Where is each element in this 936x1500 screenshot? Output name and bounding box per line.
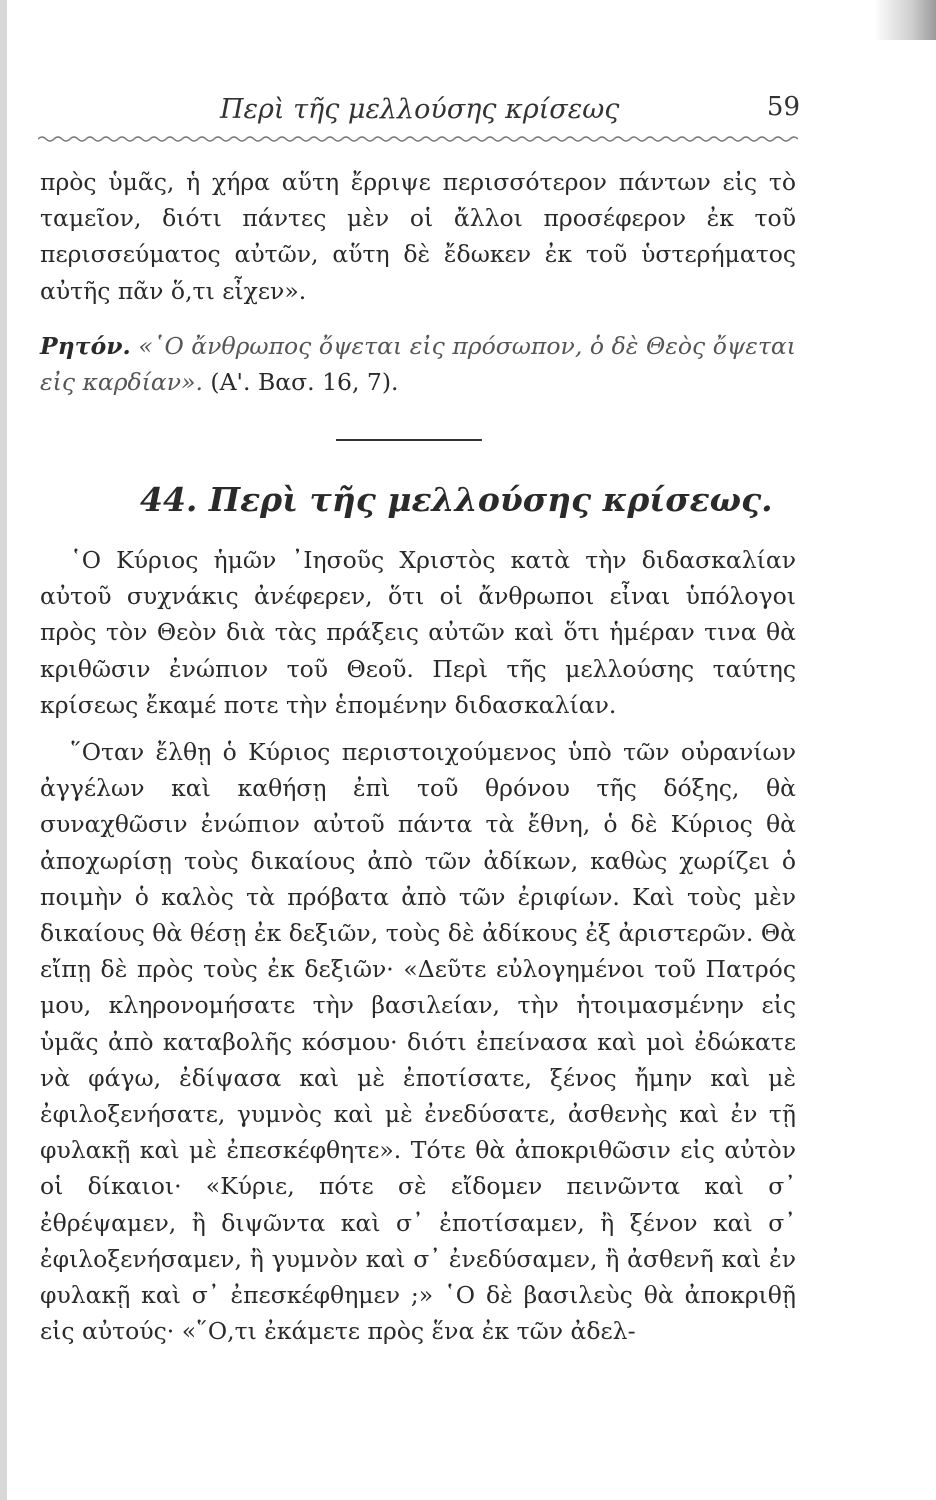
page-corner-shadow xyxy=(874,0,936,40)
section-paragraph-1: ῾Ο Κύριος ἡμῶν ᾿Ιησοῦς Χριστὸς κατὰ τὴν διδασκαλίαν αὐτοῦ συχνάκις ἀνέφερεν, ὅτι οἱ ἄνθρωποι εἶναι ὑπόλογοι πρὸς τὸν Θεὸν διὰ τὰς πράξεις αὐτῶν καὶ ὅτι ἡμέραν τινα θὰ κριθῶσιν ἐνώπιον τοῦ Θεοῦ. Περὶ τῆς μελλούσης ταύτης κρίσεως ἔκαμέ ποτε τὴν ἑπομένην διδασκαλίαν. xyxy=(40,546,796,719)
quote-label: Ρητόν. xyxy=(40,332,131,360)
page-binding-edge xyxy=(0,0,7,1500)
page-number: 59 xyxy=(766,92,800,122)
section-heading: 44. Περὶ τῆς μελλούσης κρίσεως. xyxy=(140,480,773,519)
section-divider xyxy=(336,439,482,441)
quote-text: «῾Ο ἄνθρωπος ὄψεται εἰς πρόσωπον, ὁ δὲ Θεὸς ὄψεται εἰς καρδίαν». xyxy=(40,332,796,397)
running-title: Περὶ τῆς μελλούσης κρίσεως xyxy=(220,94,620,125)
quote-reference: (Α'. Βασ. 16, 7). xyxy=(210,368,399,397)
running-head xyxy=(40,88,800,132)
scripture-quote-paragraph xyxy=(40,328,796,400)
paragraph-continued: πρὸς ὑμᾶς, ἡ χήρα αὕτη ἔρριψε περισσότερον πάντων εἰς τὸ ταμεῖον, διότι πάντες μὲν οἱ ἄλλοι προσέφερον ἐκ τοῦ περισσεύματος αὐτῶν, αὕτη δὲ ἔδωκεν ἐκ τοῦ ὑστερήματος αὐτῆς πᾶν ὅ,τι εἶχεν». xyxy=(40,168,796,305)
section-paragraph-2: ῞Οταν ἔλθῃ ὁ Κύριος περιστοιχούμενος ὑπὸ τῶν οὐρανίων ἀγγέλων καὶ καθήσῃ ἐπὶ τοῦ θρόνου τῆς δόξης, θὰ συναχθῶσιν ἐνώπιον αὐτοῦ πάντα τὰ ἔθνη, ὁ δὲ Κύριος θὰ ἀποχωρίσῃ τοὺς δικαίους ἀπὸ τῶν ἀδίκων, καθὼς χωρίζει ὁ ποιμὴν ὁ καλὸς τὰ πρόβατα ἀπὸ τῶν ἐριφίων. Καὶ τοὺς μὲν δικαίους θὰ θέσῃ ἐκ δεξιῶν, τοὺς δὲ ἀδίκους ἐξ ἀριστερῶν. Θὰ εἴπῃ δὲ πρὸς τοὺς ἐκ δεξιῶν· «Δεῦτε εὐλογημένοι τοῦ Πατρός μου, κληρονομήσατε τὴν βασιλείαν, τὴν ἡτοιμασμένην εἰς ὑμᾶς ἀπὸ καταβολῆς κόσμου· διότι ἐπείνασα καὶ μοὶ ἐδώκατε νὰ φάγω, ἐδίψασα καὶ μὲ ἐποτίσατε, ξένος ἤμην καὶ μὲ ἐφιλοξενήσατε, γυμνὸς καὶ μὲ ἐνεδύσατε, ἀσθενὴς καὶ ἐν τῇ φυλακῇ καὶ μὲ ἐπεσκέφθητε». Τότε θὰ ἀποκριθῶσιν εἰς αὐτὸν οἱ δίκαιοι· «Κύριε, πότε σὲ εἴδομεν πεινῶντα καὶ σ᾿ ἐθρέψαμεν, ἢ διψῶντα καὶ σ᾿ ἐποτίσαμεν, ἢ ξένον καὶ σ᾿ ἐφιλοξενήσαμεν, ἢ γυμνὸν καὶ σ᾿ ἐνεδύσαμεν, ἢ ἀσθενῆ καὶ ἐν φυλακῇ καὶ σ᾿ ἐπεσκέφθημεν ;» ῾Ο δὲ βασιλεὺς θὰ ἀποκριθῇ εἰς αὐτούς· «῞Ο,τι ἐκάμετε πρὸς ἕνα ἐκ τῶν ἀδελ- xyxy=(40,738,796,1346)
wavy-rule-ornament xyxy=(38,132,798,146)
